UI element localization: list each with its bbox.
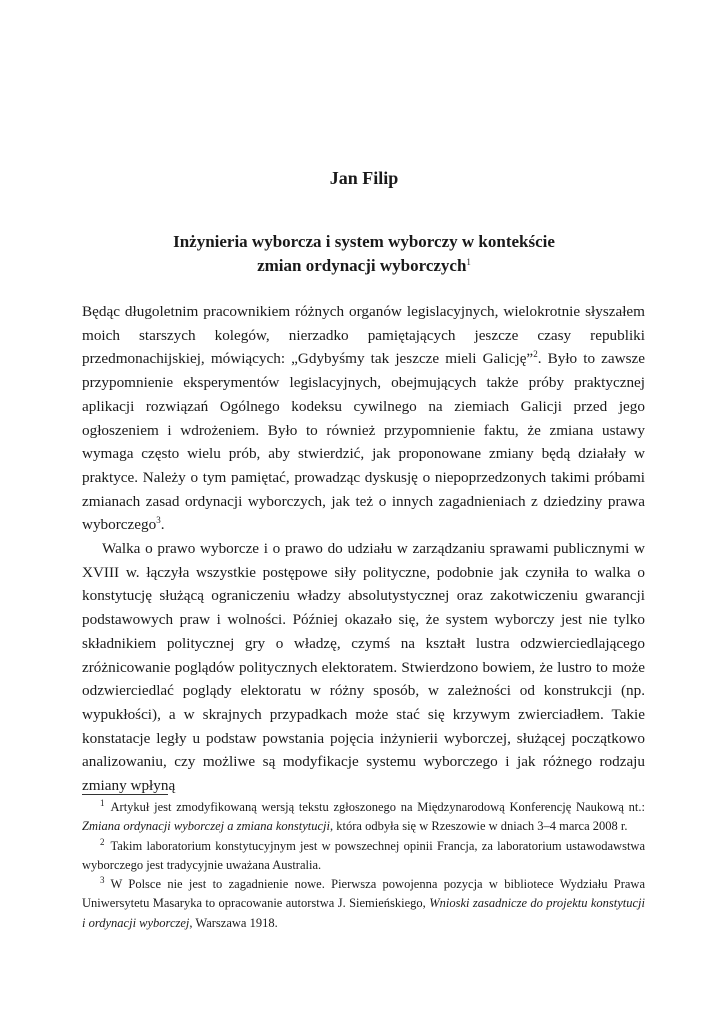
paragraph-1-text-a: Będąc długoletnim pracownikiem różnych organów legislacyjnych, wielokrotnie słyszałem moich starszych kolegów, nierzadko pamiętających jeszcze czasy republiki przedmonachijskiej, mówiących: „Gdybyśmy tak jeszcze mieli Galicję” (82, 303, 645, 368)
article-title (60, 230, 668, 278)
footnote-separator (82, 794, 168, 795)
footnote-text: , która odbyła się w Rzeszowie w dniach 3–4 marca 2008 r. (330, 819, 628, 834)
footnote-1 (82, 798, 645, 837)
paragraph-1-text-b: . Było to zawsze przypomnienie eksperymentów legislacyjnych, obejmujących także próby praktycznej aplikacji rozwiązań Ogólnego kodeksu cywilnego na ziemiach Galicji przed jego ogłoszeniem i wdrożeniem. Było to również przypomnienie faktu, że zmiana ustawy wymaga często wielu prób, aby stwierdzić, jak proponowane zmiany będą działały w praktyce. Należy o tym pamiętać, prowadząc dyskusję o niepoprzedzonych takimi próbami zmianach zasad ordynacji wyborczych, jak też o innych zagadnieniach z dziedziny prawa wyborczego (82, 350, 645, 534)
footnote-ref-2[interactable]: 2 (533, 349, 538, 360)
footnote-number: 1 (100, 798, 105, 808)
footnote-number: 3 (100, 875, 105, 886)
footnotes (82, 798, 645, 933)
footnote-text: W Polsce nie jest to zagadnienie nowe. Pierwsza powojenna pozycja w bibliotece Wydziału Prawa Uniwersytetu Masaryka to opracowanie autorstwa J. Siemieńskiego, (82, 877, 645, 911)
footnote-ref-1[interactable]: 1 (466, 257, 471, 267)
footnote-number: 2 (100, 836, 105, 847)
footnote-2 (82, 837, 645, 876)
footnote-ref-3[interactable]: 3 (156, 515, 161, 526)
footnote-text: , Warszawa 1918. (189, 915, 278, 930)
footnote-text: Artykuł jest zmodyfikowaną wersją tekstu zgłoszonego na Międzynarodową Konferencję Naukową nt.: (110, 800, 645, 814)
footnote-italic-title: Zmiana ordynacji wyborczej a zmiana konstytucji (82, 819, 331, 834)
paragraph-2: Walka o prawo wyborcze i o prawo do udziału w zarządzaniu sprawami publicznymi w XVIII w. łączyła wszystkie postępowe siły polityczne, podobnie jak czyniła to walka o konstytucję służącą ograniczeniu władzy absolutystycznej oraz zakotwiczeniu gwarancji podstawowych praw i wolności. Później okazało się, że system wyborczy jest nie tylko składnikiem politycznej gry o władzę, czymś na kształt lustra odzwierciedlającego zróżnicowanie poglądów politycznych elektoratem. Stwierdzono bowiem, że lustro to może odzwierciedlać poglądy elektoratu w różny sposób, w zależności od konstrukcji (np. wypukłości), a w skrajnych przypadkach może stać się krzywym zwierciadłem. Takie konstatacje legły u podstaw powstania pojęcia inżynierii wyborczej, służącej początkowo analizowaniu, czy możliwe są modyfikacje systemu wyborczego i jak różnego rodzaju zmiany wpłyną (82, 540, 645, 795)
article-body (82, 300, 645, 798)
footnote-3 (82, 875, 645, 933)
paragraph-1-text-c: . (160, 516, 165, 534)
footnote-italic-title: Wnioski zasadnicze do projektu konstytucji i ordynacji wyborczej (82, 896, 646, 930)
paragraph-1 (82, 300, 645, 537)
title-line-1: Inżynieria wyborcza i system wyborczy w kontekście (173, 232, 555, 251)
title-line-2: zmian ordynacji wyborczych (257, 256, 467, 275)
footnote-text: Takim laboratorium konstytucyjnym jest w powszechnej opinii Francja, za laboratorium ustawodawstwa wyborczego jest tradycyjnie uważana Australia. (82, 838, 645, 872)
author-name: Jan Filip (329, 168, 399, 188)
